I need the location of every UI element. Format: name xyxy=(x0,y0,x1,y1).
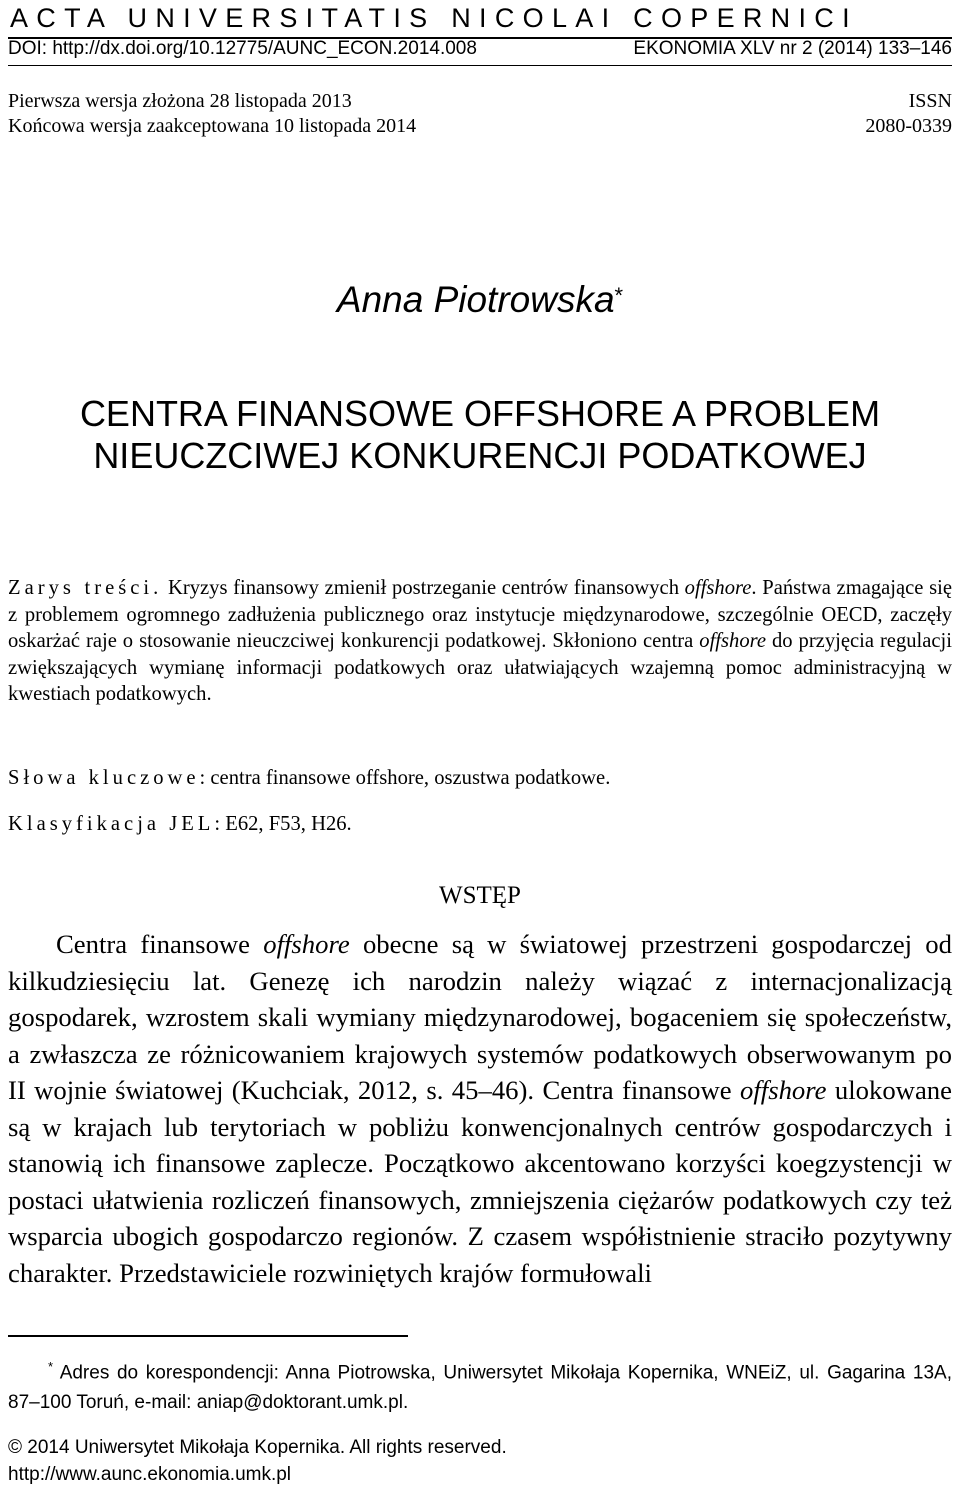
author-footnote-mark[interactable]: * xyxy=(614,283,624,308)
doi-issue-row xyxy=(8,36,952,62)
section-heading: WSTĘP xyxy=(439,882,521,909)
author-text: Anna Piotrowska xyxy=(336,279,615,320)
title-line-1: CENTRA FINANSOWE OFFSHORE A PROBLEM xyxy=(79,393,881,434)
keywords-label: Słowa kluczowe xyxy=(8,767,200,789)
abstract xyxy=(8,575,952,708)
doi-text[interactable]: DOI: http://dx.doi.org/10.12775/AUNC_ECON.2014.008 xyxy=(8,38,477,59)
footnote xyxy=(8,1352,952,1418)
abstract-term-1: offshore xyxy=(684,577,752,599)
intro-text-1: Centra finansowe xyxy=(56,929,264,959)
journal-title: ACTA UNIVERSITATIS NICOLAI COPERNICI xyxy=(10,3,858,33)
footnote-mark: * xyxy=(48,1359,54,1374)
abstract-label: Zarys treści. xyxy=(8,577,163,599)
abstract-term-2: offshore xyxy=(699,630,767,653)
abstract-text-1: Kryzys finansowy zmienił postrzeganie centrów finansowych xyxy=(162,577,685,599)
intro-term-1: offshore xyxy=(263,929,350,959)
issue-info: EKONOMIA XLV nr 2 (2014) 133–146 xyxy=(633,38,952,59)
author-name xyxy=(0,276,960,324)
keywords xyxy=(8,765,952,791)
article-title xyxy=(0,393,960,477)
abstract-text-3: do przyjęcia regulacji zwiększających wymianę informacji podatkowych oraz ułatwiających wzajemną pomoc administracyjną w kwestiach podatkowych. xyxy=(8,630,952,706)
issn-value: 2080-0339 xyxy=(865,115,952,137)
jel-classification xyxy=(8,811,952,837)
intro-term-2: offshore xyxy=(740,1075,827,1105)
footnote-text: Adres do korespondencji: Anna Piotrowska, Uniwersytet Mikołaja Kopernika, WNEiZ, ul. Gagarina 13A, 87–100 Toruń, e-mail: aniap@doktorant.umk.pl. xyxy=(8,1362,952,1414)
footnote-rule xyxy=(8,1335,408,1337)
doi-rule xyxy=(8,65,952,66)
final-version-date: Końcowa wersja zaakceptowana 10 listopada 2014 xyxy=(8,115,417,137)
copyright-notice: © 2014 Uniwersytet Mikołaja Kopernika. All rights reserved. xyxy=(8,1437,507,1458)
keywords-value: : centra finansowe offshore, oszustwa podatkowe. xyxy=(199,767,611,789)
jel-label: Klasyfikacja JEL xyxy=(8,813,215,835)
intro-text-3: ulokowane są w krajach lub terytoriach w pobliżu konwencjonalnych centrów gospodarczych i stanowią ich finansowe zaplecze. Początkowo akcentowano korzyści koegzystencji w postaci ułatwienia rozliczeń finansowych, zmniejszenia ciężarów podatkowych czy też wsparcia ubogich gospodarczo regionów. Z czasem współistnienie straciło pozytywny charakter. Przedstawiciele rozwiniętych krajów formułowali xyxy=(8,1075,952,1288)
issn-label: ISSN xyxy=(908,90,952,112)
intro-paragraph xyxy=(8,926,952,1291)
journal-url[interactable]: http://www.aunc.ekonomia.umk.pl xyxy=(8,1464,292,1485)
abstract-text-2: . Państwa zmagające się z problemem ogromnego zadłużenia publicznego oraz instytucje międzynarodowe, szczególnie OECD, zaczęły oskarżać raje o stosowanie nieuczciwej konkurencji podatkowej. Skłoniono centra xyxy=(8,577,952,653)
submission-row-2 xyxy=(8,113,952,139)
title-line-2: NIEUCZCIWEJ KONKURENCJI PODATKOWEJ xyxy=(93,435,867,476)
submission-row-1 xyxy=(8,88,952,114)
jel-value: : E62, F53, H26. xyxy=(214,813,352,835)
intro-text-2: obecne są w światowej przestrzeni gospodarczej od kilkudziesięciu lat. Genezę ich narodzin należy wiązać z internacjonalizacją gospodarek, wzrostem skali wymiany międzynarodowej, bogaceniem się społeczeństw, a zwłaszcza ze różnicowaniem krajowych systemów podatkowych obserwowanym po II wojnie światowej (Kuchciak, 2012, s. 45–46). Centra finansowe xyxy=(8,929,952,1105)
copyright-block xyxy=(8,1434,952,1488)
first-version-date: Pierwsza wersja złożona 28 listopada 2013 xyxy=(8,90,352,112)
